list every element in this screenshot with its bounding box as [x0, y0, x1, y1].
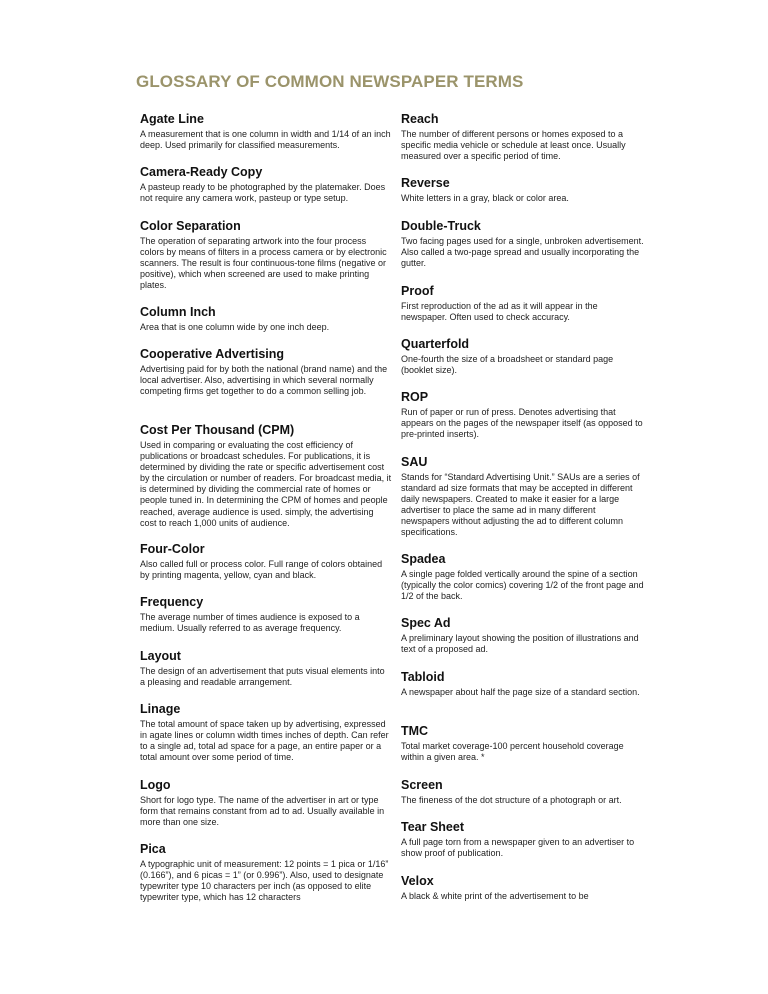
term-definition: White letters in a gray, black or color area.	[401, 193, 569, 203]
term-title: Double-Truck	[401, 219, 481, 233]
term-title: Frequency	[140, 595, 204, 609]
page-title: GLOSSARY OF COMMON NEWSPAPER TERMS	[136, 72, 524, 91]
glossary-entry	[401, 337, 645, 376]
term-definition: Total market coverage-100 percent household coverage within a given area. *	[401, 741, 624, 763]
term-definition: A newspaper about half the page size of a standard section.	[401, 687, 640, 697]
glossary-entry	[140, 649, 392, 688]
glossary-entry	[401, 670, 645, 698]
term-title: TMC	[401, 724, 429, 738]
term-title: Cooperative Advertising	[140, 347, 285, 361]
glossary-entry	[401, 724, 645, 763]
term-definition: A single page folded vertically around the spine of a section (typically the color comics) covering 1/2 of the front page and 1/2 of the back.	[401, 569, 644, 602]
term-definition: The design of an advertisement that puts visual elements into a pleasing and readable arrangement.	[140, 666, 385, 688]
glossary-entry	[140, 347, 392, 397]
term-definition: A pasteup ready to be photographed by the platemaker. Does not require any camera work, pasteup or type setup.	[140, 182, 386, 204]
term-definition: A measurement that is one column in width and 1/14 of an inch deep. Used primarily for classified measurements.	[140, 129, 391, 151]
glossary-entry	[140, 542, 392, 581]
term-title: SAU	[401, 455, 428, 469]
glossary-entry	[140, 842, 392, 903]
term-title: Tabloid	[401, 670, 445, 684]
glossary-entry	[401, 284, 645, 323]
term-title: Tear Sheet	[401, 820, 464, 834]
term-title: Proof	[401, 284, 434, 298]
glossary-entry	[401, 390, 645, 440]
term-definition: Run of paper or run of press. Denotes advertising that appears on the pages of the newspaper itself (as opposed to pre-printed inserts).	[401, 407, 643, 440]
term-definition: Short for logo type. The name of the advertiser in art or type form that remains constant from ad to ad. Usually available in more than one size.	[140, 795, 385, 828]
term-definition: The average number of times audience is exposed to a medium. Usually referred to as average frequency.	[140, 612, 360, 634]
glossary-entry	[140, 778, 392, 828]
term-definition: The total amount of space taken up by advertising, expressed in agate lines or column width times inches of depth. Can refer to a single ad, total ad space for a page, an entire paper or a total amount over some period of time.	[140, 719, 389, 763]
glossary-entry	[401, 176, 645, 204]
glossary-entry	[401, 552, 645, 602]
term-title: Color Separation	[140, 219, 241, 233]
term-definition: Area that is one column wide by one inch deep.	[140, 322, 330, 332]
glossary-entry	[140, 112, 392, 151]
term-title: Reverse	[401, 176, 450, 190]
glossary-entry	[401, 820, 645, 859]
term-definition: Used in comparing or evaluating the cost efficiency of publications or broadcast schedules. For publications, it is determined by dividing the rate or specific advertisement cost by the circulation or number of readers. For broadcast media, it is determined by dividing the commercial rate of homes or people tuned in. In determining the CPM of homes and people reached, average audience is used. simply, the advertising cost to reach 1,000 units of audience.	[140, 440, 392, 528]
term-title: Four-Color	[140, 542, 205, 556]
term-title: Reach	[401, 112, 439, 126]
term-title: Spec Ad	[401, 616, 451, 630]
glossary-entry	[140, 702, 392, 763]
term-definition: A black & white print of the advertisement to be	[401, 891, 589, 901]
term-definition: A full page torn from a newspaper given to an advertiser to show proof of publication.	[401, 837, 635, 859]
glossary-entry	[140, 165, 392, 204]
glossary-entry	[401, 219, 645, 269]
term-definition: Also called full or process color. Full range of colors obtained by printing magenta, yellow, cyan and black.	[140, 559, 383, 581]
term-title: Screen	[401, 778, 443, 792]
glossary-entry	[401, 778, 645, 806]
term-title: Linage	[140, 702, 181, 716]
glossary-entry	[401, 455, 645, 539]
glossary-entry	[401, 616, 645, 655]
term-title: Logo	[140, 778, 171, 792]
term-title: ROP	[401, 390, 429, 404]
term-definition: One-fourth the size of a broadsheet or standard page (booklet size).	[401, 354, 614, 376]
term-title: Cost Per Thousand (CPM)	[140, 423, 295, 437]
term-definition: The operation of separating artwork into the four process colors by means of filters in a process camera or by electronic scanners. The result is four continuous-tone films (negative or positive), which when screened are used to make printing plates.	[140, 236, 387, 291]
term-title: Column Inch	[140, 305, 216, 319]
glossary-entry	[401, 112, 645, 162]
term-title: Spadea	[401, 552, 446, 566]
glossary-entry	[140, 219, 392, 291]
term-definition: A typographic unit of measurement: 12 points = 1 pica or 1/16” (0.166”), and 6 picas = 1” (or 0.996”). Also, used to designate typewriter type 10 characters per inch (as opposed to elite typewriter type, which has 12 characters	[140, 859, 389, 903]
glossary-entry	[140, 595, 392, 634]
term-definition: The fineness of the dot structure of a photograph or art.	[401, 795, 622, 805]
term-definition: Two facing pages used for a single, unbroken advertisement. Also called a two-page spread and usually incorporating the gutter.	[401, 236, 644, 269]
term-title: Quarterfold	[401, 337, 470, 351]
term-definition: Advertising paid for by both the national (brand name) and the local advertiser. Also, advertising in which several normally competing firms get together to do a common selling job.	[140, 364, 388, 397]
term-definition: Stands for “Standard Advertising Unit.” SAUs are a series of standard ad size formats that may be accepted in different daily newspapers. Created to make it easier for a large advertiser to place the same ad in many different newspapers without adjusting the ad to different column specifications.	[401, 472, 640, 538]
term-title: Agate Line	[140, 112, 204, 126]
glossary-entry	[140, 305, 392, 333]
glossary-entry	[140, 423, 392, 529]
term-definition: A preliminary layout showing the position of illustrations and text of a proposed ad.	[401, 633, 639, 655]
term-title: Layout	[140, 649, 181, 663]
term-definition: The number of different persons or homes exposed to a specific media vehicle or schedule at least once. Usually measured over a specific period of time.	[401, 129, 626, 162]
term-title: Camera-Ready Copy	[140, 165, 263, 179]
term-title: Pica	[140, 842, 166, 856]
glossary-entry	[401, 874, 645, 902]
term-definition: First reproduction of the ad as it will appear in the newspaper. Often used to check accuracy.	[401, 301, 598, 323]
term-title: Velox	[401, 874, 434, 888]
